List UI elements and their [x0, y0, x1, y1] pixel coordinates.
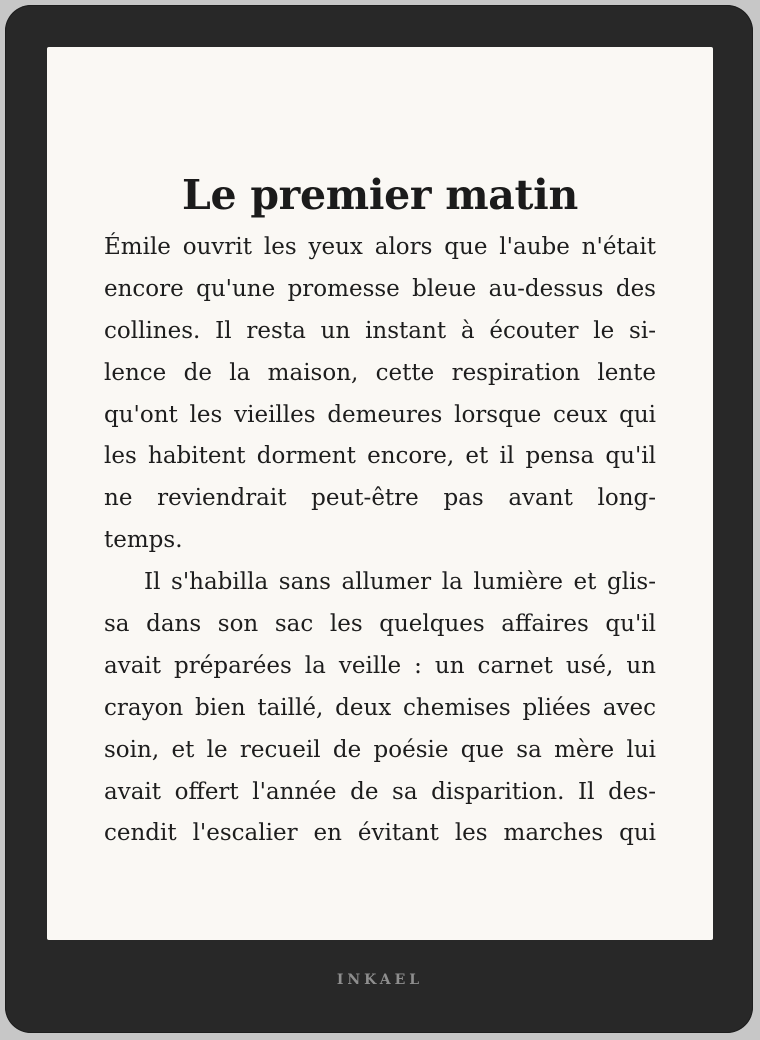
chapter-body	[104, 227, 656, 855]
text-line: sa dans son sac les quelques affaires qu'il	[104, 611, 656, 638]
text-line: avait préparées la veille : un carnet usé, un	[104, 652, 656, 679]
chapter-title: Le premier matin	[182, 171, 578, 219]
text-line: lence de la maison, cette respiration lente	[104, 359, 656, 386]
text-line: les habitent dorment encore, et il pensa qu'il	[104, 443, 656, 470]
device-brand-logo: INKAEL	[336, 972, 424, 988]
ereader-screen[interactable]	[47, 47, 713, 940]
text-line: encore qu'une promesse bleue au-dessus des	[104, 275, 656, 302]
text-line: Il s'habilla sans allumer la lumière et glis-	[144, 569, 656, 596]
text-line: Émile ouvrit les yeux alors que l'aube n'était	[104, 234, 656, 260]
ereader-device	[5, 5, 753, 1033]
text-line: crayon bien taillé, deux chemises pliées avec	[104, 694, 656, 721]
text-line: collines. Il resta un instant à écouter le si-	[104, 317, 656, 344]
text-line: avait offert l'année de sa disparition. Il des-	[104, 778, 656, 805]
text-line: cendit l'escalier en évitant les marches qui	[104, 820, 656, 847]
text-line: qu'ont les vieilles demeures lorsque ceux qui	[104, 401, 656, 428]
text-line: temps.	[104, 527, 183, 554]
text-line: ne reviendrait peut-être pas avant long-	[104, 485, 656, 512]
text-line: soin, et le recueil de poésie que sa mère lui	[104, 736, 656, 763]
